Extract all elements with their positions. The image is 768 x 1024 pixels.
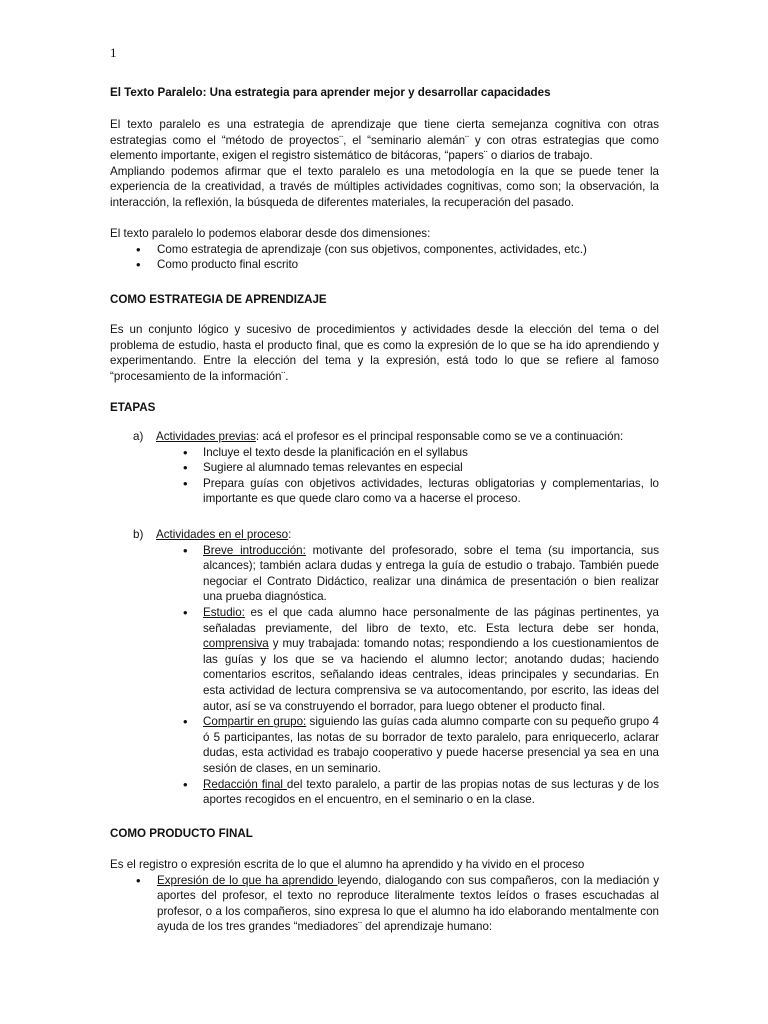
list-item: • Como producto final escrito [110, 257, 659, 273]
item-label: Expresión de lo que ha aprendido [157, 873, 338, 887]
section1-paragraph: Es un conjunto lógico y sucesivo de procedimientos y actividades desde la elección del tema o del problema de estudio, hasta el producto final, que es como la expresión de lo que se ha ido aprendiendo y experimentando. Entre la elección del tema y la expresión, está todo lo que se refiere al famoso “procesamiento de la información¨. [110, 323, 659, 383]
etapa-b-text: : [288, 528, 292, 541]
intro-section [110, 117, 659, 211]
etapa-b [110, 527, 659, 808]
etapas-section [110, 400, 659, 416]
intro-paragraph-2: Ampliando podemos afirmar que el texto paralelo es una metodología en la que se puede tener la experiencia de la creatividad, a través de múltiples actividades cognitivas, como son; la observación, la interacción, la reflexión, la búsqueda de diferentes materiales, la recuperación del pasado. [110, 164, 659, 209]
document-title: El Texto Paralelo: Una estrategia para aprender mejor y desarrollar capacidades [110, 86, 551, 99]
list-item [110, 873, 659, 935]
item-text: es el que cada alumno hace personalmente de las páginas pertinentes, ya señaladas previamente, del libro de texto, etc. Esta lectura debe ser honda, [203, 605, 659, 635]
item-label-2: comprensiva [203, 637, 269, 651]
list-item [110, 714, 659, 776]
etapa-b-list [110, 543, 659, 808]
item-label: Compartir en grupo: [203, 715, 307, 729]
item-label: Breve introducción: [203, 543, 306, 557]
item-text: del texto paralelo, a partir de las propias notas de sus lecturas y de los aportes recogidos en el encuentro, en el seminario o en la clase. [203, 777, 660, 807]
etapa-a [110, 429, 659, 507]
item-text-2: y muy trabajada: tomando notas; respondiendo a los cuestionamientos de las guías y los que se va haciendo el alumno lector; anotando dudas; haciendo comentarios escritos, señalando ideas centrales, ideas principales y secundarias. En esta actividad de lectura comprensiva se va autocomentando, por escrito, las ideas del autor, así se va construyendo el borrador, para luego obtener el producto final. [203, 637, 659, 713]
list-item: • Como estrategia de aprendizaje (con sus objetivos, componentes, actividades, etc.) [110, 242, 659, 258]
page-number: 1 [110, 45, 117, 60]
item-text: motivante del profesorado, sobre el tema (su importancia, sus alcances); también aclara dudas y entrega la guía de estudio o trabajo. También puede negociar el Contrato Didáctico, realizar una dinámica de presentación o bien realizar una prueba diagnóstica. [203, 543, 659, 604]
item-text: siguiendo las guías cada alumno comparte con su pequeño grupo 4 ó 5 participantes, las notas de su borrador de texto paralelo, para enriquecerlo, aclarar dudas, esta actividad es trabajo cooperativo y puede hacerse presencial ya sea en una sesión de clases, en un seminario. [203, 715, 660, 775]
section1-body [110, 322, 659, 384]
item-label: Estudio: [203, 605, 245, 619]
list-item [110, 543, 659, 605]
section2-paragraph: Es el registro o expresión escrita de lo que el alumno ha aprendido y ha vivido en el proceso [110, 858, 585, 871]
section2 [110, 826, 659, 842]
etapa-b-line [110, 527, 659, 543]
section1-heading: COMO ESTRATEGIA DE APRENDIZAJE [110, 293, 327, 306]
list-item [110, 605, 659, 714]
dimensions-intro: El texto paralelo lo podemos elaborar desde dos dimensiones: [110, 227, 431, 240]
etapa-a-label: Actividades previas [156, 430, 256, 443]
dimensions-list [110, 242, 659, 273]
section2-heading: COMO PRODUCTO FINAL [110, 827, 253, 840]
etapa-b-label: Actividades en el proceso [156, 528, 289, 541]
item-label: Redacción final [203, 777, 287, 791]
section2-body [110, 857, 659, 935]
etapa-a-marker: a) [133, 430, 144, 443]
list-item [110, 777, 659, 808]
section1 [110, 292, 659, 308]
list-item: • Sugiere al alumnado temas relevantes en especial [110, 460, 659, 476]
etapa-a-text: : acá el profesor es el principal responsable como se ve a continuación: [255, 430, 624, 443]
section2-list [110, 873, 659, 935]
etapa-a-list [110, 445, 659, 507]
dimensions-section [110, 226, 659, 273]
list-item: • Incluye el texto desde la planificación en el syllabus [110, 445, 659, 461]
list-item: • Prepara guías con objetivos actividades, lecturas obligatorias y complementarias, lo importante es que quede claro como va a hacerse el proceso. [110, 476, 659, 507]
item-text: leyendo, dialogando con sus compañeros, con la mediación y aportes del profesor, el texto no reproduce literalmente textos leídos o frases escuchadas al profesor, o a los compañeros, sino expresa lo que el alumno ha ido elaborando mentalmente con ayuda de los tres grandes “mediadores¨ del aprendizaje humano: [157, 873, 659, 934]
etapas-heading: ETAPAS [110, 401, 156, 414]
etapa-a-line [110, 429, 659, 445]
etapa-b-marker: b) [133, 528, 144, 541]
intro-paragraph-1: El texto paralelo es una estrategia de aprendizaje que tiene cierta semejanza cognitiva con otras estrategias como el “método de proyectos¨, el “seminario alemán¨ y con otras estrategias que como elemento importante, exigen el registro sistemático de bitácoras, “papers¨ o diarios de trabajo. [110, 118, 659, 163]
